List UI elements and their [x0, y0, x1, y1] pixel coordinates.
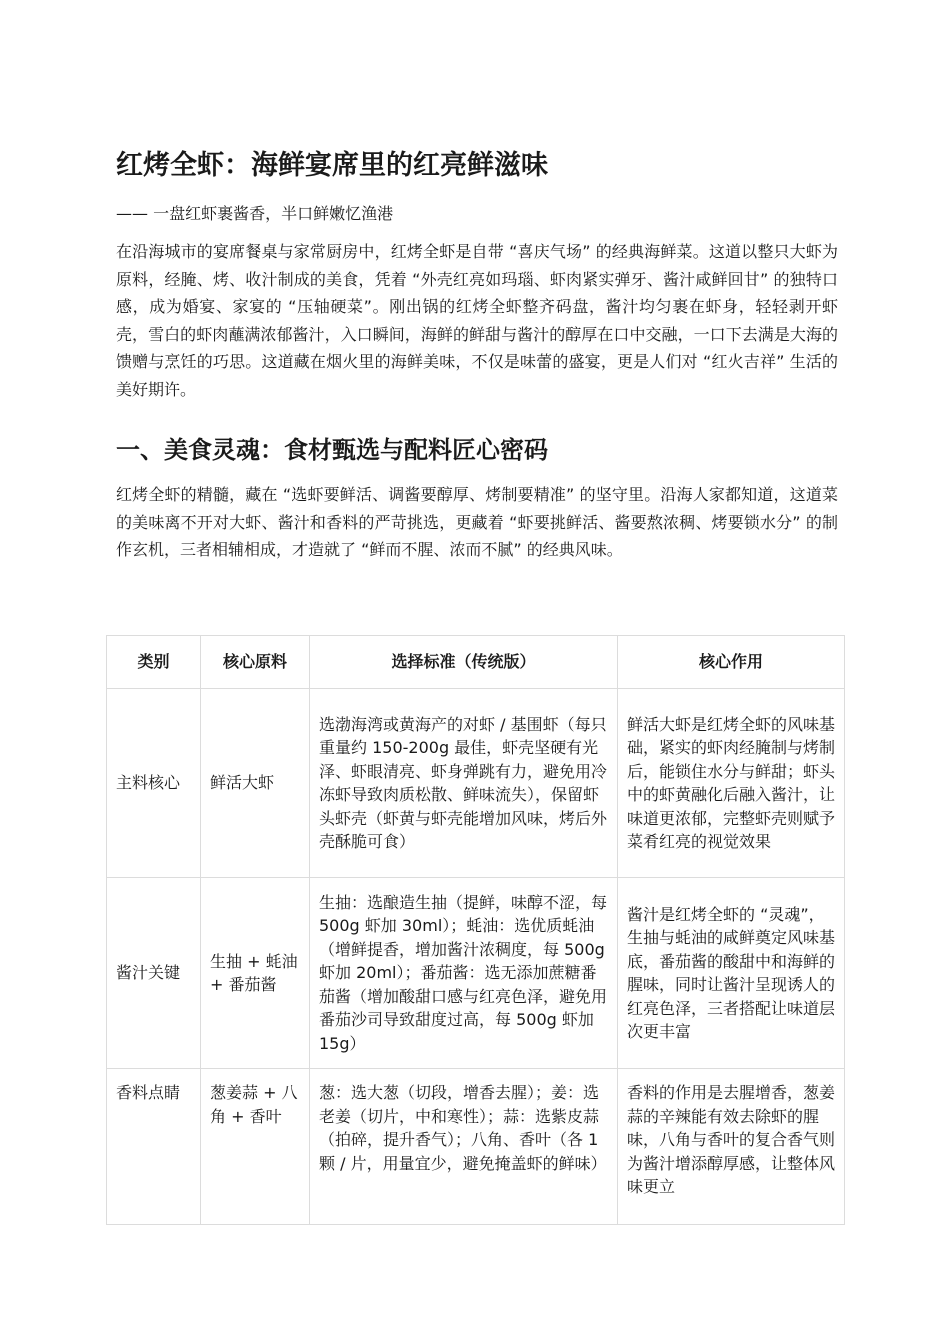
table-row: [107, 689, 845, 878]
cell-category: 主料核心: [107, 689, 201, 878]
cell-role: 香料的作用是去腥增香，葱姜蒜的辛辣能有效去除虾的腥味，八角与香叶的复合香气则为酱汁增添醇厚感，让整体风味更立: [618, 1069, 845, 1225]
article-title: 红烤全虾：海鲜宴席里的红亮鲜滋味: [116, 150, 548, 181]
table-row: [107, 1069, 845, 1225]
header-category: 类别: [107, 636, 201, 689]
cell-ingredient: 生抽 + 蚝油 + 番茄酱: [201, 878, 310, 1069]
article-subtitle: —— 一盘红虾裹酱香，半口鲜嫩忆渔港: [116, 204, 394, 223]
cell-ingredient: 鲜活大虾: [201, 689, 310, 878]
header-ingredient: 核心原料: [201, 636, 310, 689]
ingredients-table: [106, 635, 845, 1225]
cell-role: 酱汁是红烤全虾的 “灵魂”，生抽与蚝油的咸鲜奠定风味基底，番茄酱的酸甜中和海鲜的腥味，同时让酱汁呈现诱人的红亮色泽，三者搭配让味道层次更丰富: [618, 878, 845, 1069]
header-role: 核心作用: [618, 636, 845, 689]
cell-standard: 葱：选大葱（切段，增香去腥）；姜：选老姜（切片，中和寒性）；蒜：选紫皮蒜（拍碎，提升香气）；八角、香叶（各 1 颗 / 片，用量宜少，避免掩盖虾的鲜味）: [310, 1069, 618, 1225]
intro-paragraph: 在沿海城市的宴席餐桌与家常厨房中，红烤全虾是自带 “喜庆气场” 的经典海鲜菜。这道以整只大虾为原料，经腌、烤、收汁制成的美食，凭着 “外壳红亮如玛瑙、虾肉紧实弹牙、酱汁咸鲜回甘” 的独特口感，成为婚宴、家宴的 “压轴硬菜”。刚出锅的红烤全虾整齐码盘，酱汁均匀裹在虾身，轻轻剥开虾壳，雪白的虾肉蘸满浓郁酱汁，入口瞬间，海鲜的鲜甜与酱汁的醇厚在口中交融，一口下去满是大海的馈赠与烹饪的巧思。这道藏在烟火里的海鲜美味，不仅是味蕾的盛宴，更是人们对 “红火吉祥” 生活的美好期许。: [116, 242, 838, 399]
cell-ingredient: 葱姜蒜 + 八角 + 香叶: [201, 1069, 310, 1225]
cell-category: 香料点睛: [107, 1069, 201, 1225]
cell-category: 酱汁关键: [107, 878, 201, 1069]
cell-role: 鲜活大虾是红烤全虾的风味基础，紧实的虾肉经腌制与烤制后，能锁住水分与鲜甜；虾头中的虾黄融化后融入酱汁，让味道更浓郁，完整虾壳则赋予菜肴红亮的视觉效果: [618, 689, 845, 878]
table-row: [107, 878, 845, 1069]
cell-standard: 生抽：选酿造生抽（提鲜，味醇不涩，每 500g 虾加 30ml）；蚝油：选优质蚝油（增鲜提香，增加酱汁浓稠度，每 500g 虾加 20ml）；番茄酱：选无添加蔗糖番茄酱（增加酸甜口感与红亮色泽，避免用番茄沙司导致甜度过高，每 500g 虾加 15g）: [310, 878, 618, 1069]
section-paragraph: 红烤全虾的精髓，藏在 “选虾要鲜活、调酱要醇厚、烤制要精准” 的坚守里。沿海人家都知道，这道菜的美味离不开对大虾、酱汁和香料的严苛挑选，更藏着 “虾要挑鲜活、酱要熬浓稠、烤要锁水分” 的制作玄机，三者相辅相成，才造就了 “鲜而不腥、浓而不腻” 的经典风味。: [116, 485, 838, 560]
table-header-row: [107, 636, 845, 689]
section-heading: 一、美食灵魂：食材甄选与配料匠心密码: [116, 436, 548, 464]
header-standard: 选择标准（传统版）: [310, 636, 618, 689]
cell-standard: 选渤海湾或黄海产的对虾 / 基围虾（每只重量约 150-200g 最佳，虾壳坚硬有光泽、虾眼清亮、虾身弹跳有力，避免用冷冻虾导致肉质松散、鲜味流失），保留虾头虾壳（虾黄与虾壳能增加风味，烤后外壳酥脆可食）: [310, 689, 618, 878]
